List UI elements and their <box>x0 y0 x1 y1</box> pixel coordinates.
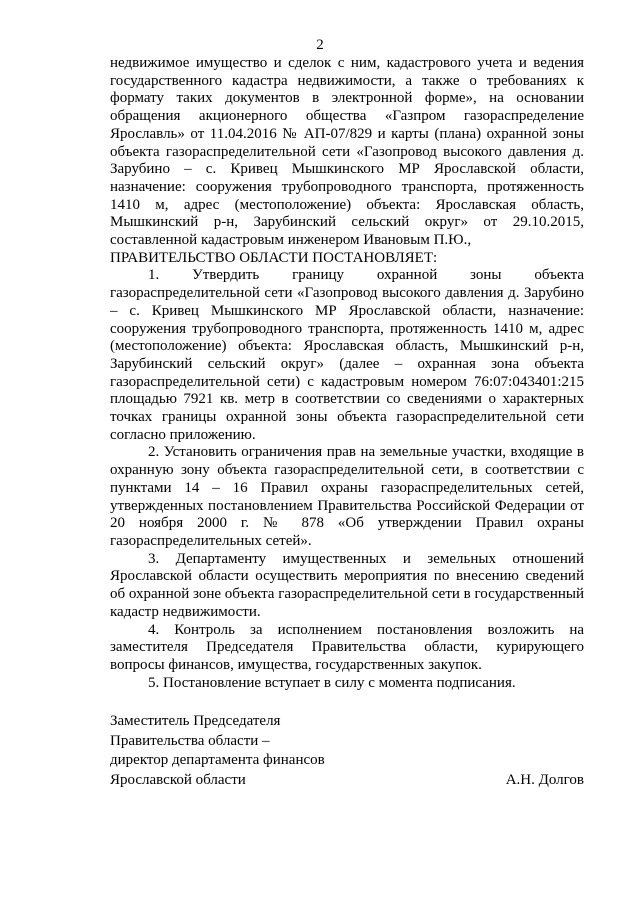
signatory-name: А.Н. Долгов <box>505 772 584 789</box>
signature-block <box>110 712 584 791</box>
signatory-title-line-1: Заместитель Председателя <box>110 713 281 729</box>
signatory-last-line <box>110 771 584 791</box>
signatory-title-line-2: Правительства области – <box>110 732 270 749</box>
item-4: 4. Контроль за исполнением постановления возложить на заместителя Председателя Правительства области, курирующего вопросы финансов, имущества, государственных закупок. <box>110 621 584 673</box>
page-number: 2 <box>316 37 324 53</box>
item-3: 3. Департаменту имущественных и земельных отношений Ярославской области осуществить мероприятия по внесению сведений об охранной зоне объекта газораспределительной сети в государственный кадастр недвижимости. <box>110 550 584 620</box>
intro-paragraph: недвижимое имущество и сделок с ним, кадастрового учета и ведения государственного кадастра недвижимости, а также о требованиях к формату таких документов в электронной форме», на основании обращения акционерного общества «Газпром газораспределение Ярославль» от 11.04.2016 № АП-07/829 и карты (плана) охранной зоны объекта газораспределительной сети «Газопровод высокого давления д. Зарубино – с. Кривец Мышкинского МР Ярославской области, назначение: сооружения трубопроводного транспорта, протяженность 1410 м, адрес (местоположение) объекта: Ярославская область, Мышкинский р-н, Зарубинский сельский округ» от 29.10.2015, составленной кадастровым инженером Ивановым П.Ю., <box>110 55 584 249</box>
document-body <box>110 55 584 692</box>
item-5: 5. Постановление вступает в силу с момента подписания. <box>148 674 516 691</box>
item-1: 1. Утвердить границу охранной зоны объекта газораспределительной сети «Газопровод высокого давления д. Зарубино – с. Кривец Мышкинского МР Ярославской области, назначение: сооружения трубопроводного транспорта, протяженность 1410 м, адрес (местоположение) объекта: Ярославская область, Мышкинский р-н, Зарубинский сельский округ» (далее – охранная зона объекта газораспределительной сети) с кадастровым номером 76:07:043401:215 площадью 7921 кв. метр в соответствии со сведениями о характерных точках границы охранной зоны объекта газораспределительной сети согласно приложению. <box>110 267 584 443</box>
item-2: 2. Установить ограничения прав на земельные участки, входящие в охранную зону объекта газораспределительной сети, в соответствии с пунктами 14 – 16 Правил охраны газораспределительных сетей, утвержденных постановлением Правительства Российской Федерации от 20 ноября 2000 г. № 878 «Об утверждении Правил охраны газораспределительных сетей». <box>110 444 584 549</box>
signatory-title-line-4: Ярославской области <box>110 772 246 789</box>
decree-heading: ПРАВИТЕЛЬСТВО ОБЛАСТИ ПОСТАНОВЛЯЕТ: <box>110 249 438 266</box>
signatory-title-line-3: директор департамента финансов <box>110 752 325 769</box>
